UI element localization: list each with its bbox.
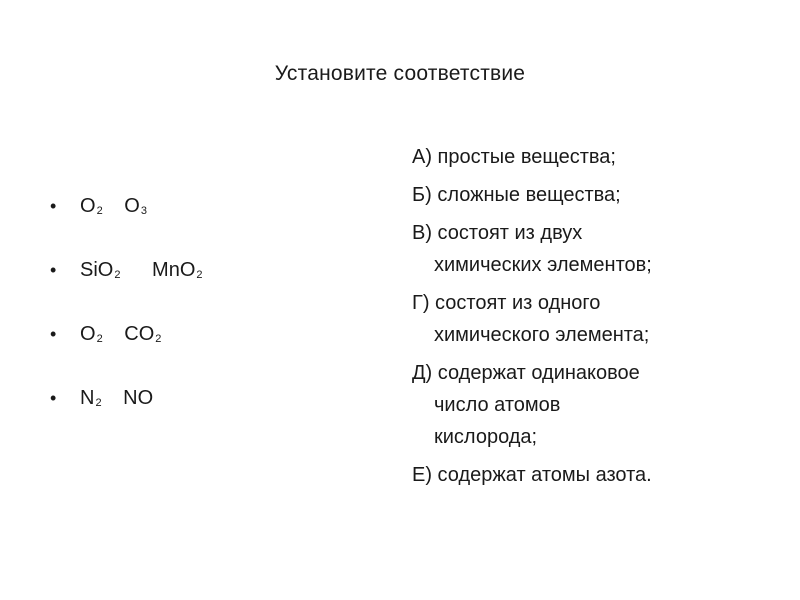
formula xyxy=(80,314,103,359)
formula xyxy=(80,378,102,423)
option-text: Е) содержат атомы азота. xyxy=(412,464,652,486)
option-text: В) состоят из двух xyxy=(412,222,583,244)
option-text-continued: число атомов xyxy=(434,394,561,416)
formula-base: N xyxy=(80,387,95,409)
formula-list-item xyxy=(50,250,203,314)
formula-subscript: 2 xyxy=(155,333,162,345)
formula-subscript: 2 xyxy=(196,269,203,281)
slide-title: Установите соответствие xyxy=(274,62,526,85)
answer-option-b xyxy=(412,179,652,211)
option-text-continued: химических элементов; xyxy=(434,254,652,276)
formula-list-item xyxy=(50,378,203,442)
option-text-continued: кислорода; xyxy=(434,426,538,448)
option-text: Г) состоят из одного xyxy=(412,292,601,314)
formula xyxy=(80,250,120,295)
answer-option-a xyxy=(412,141,652,173)
formula xyxy=(123,378,154,423)
formula-subscript: 2 xyxy=(96,205,103,217)
formula-list xyxy=(50,186,203,442)
bullet-icon: • xyxy=(50,196,57,216)
answer-option-g xyxy=(412,287,652,351)
bullet-icon: • xyxy=(50,324,57,344)
formula-base: O xyxy=(124,195,140,217)
bullet-icon: • xyxy=(50,388,57,408)
formula-base: CO xyxy=(124,323,155,345)
formula-base: MnO xyxy=(152,259,196,281)
formula xyxy=(152,250,202,295)
answer-option-e xyxy=(412,459,652,491)
formula-subscript: 3 xyxy=(140,205,147,217)
option-text: Д) содержат одинаковое xyxy=(412,362,640,384)
formula xyxy=(124,186,147,231)
formula-base: O xyxy=(80,323,96,345)
option-text-continued: химического элемента; xyxy=(434,324,650,346)
formula-base: O xyxy=(80,195,96,217)
formula-list-item xyxy=(50,186,203,250)
formula-base: NO xyxy=(123,387,154,409)
formula-subscript: 2 xyxy=(114,269,121,281)
answer-option-d xyxy=(412,357,652,453)
formula-base: SiO xyxy=(80,259,114,281)
formula-subscript: 2 xyxy=(96,333,103,345)
bullet-icon: • xyxy=(50,260,57,280)
formula-list-item xyxy=(50,314,203,378)
formula xyxy=(124,314,161,359)
formula xyxy=(80,186,103,231)
option-text: А) простые вещества; xyxy=(412,146,616,168)
answer-option-v xyxy=(412,217,652,281)
option-text: Б) сложные вещества; xyxy=(412,184,621,206)
answer-options xyxy=(412,141,652,491)
formula-subscript: 2 xyxy=(95,397,102,409)
